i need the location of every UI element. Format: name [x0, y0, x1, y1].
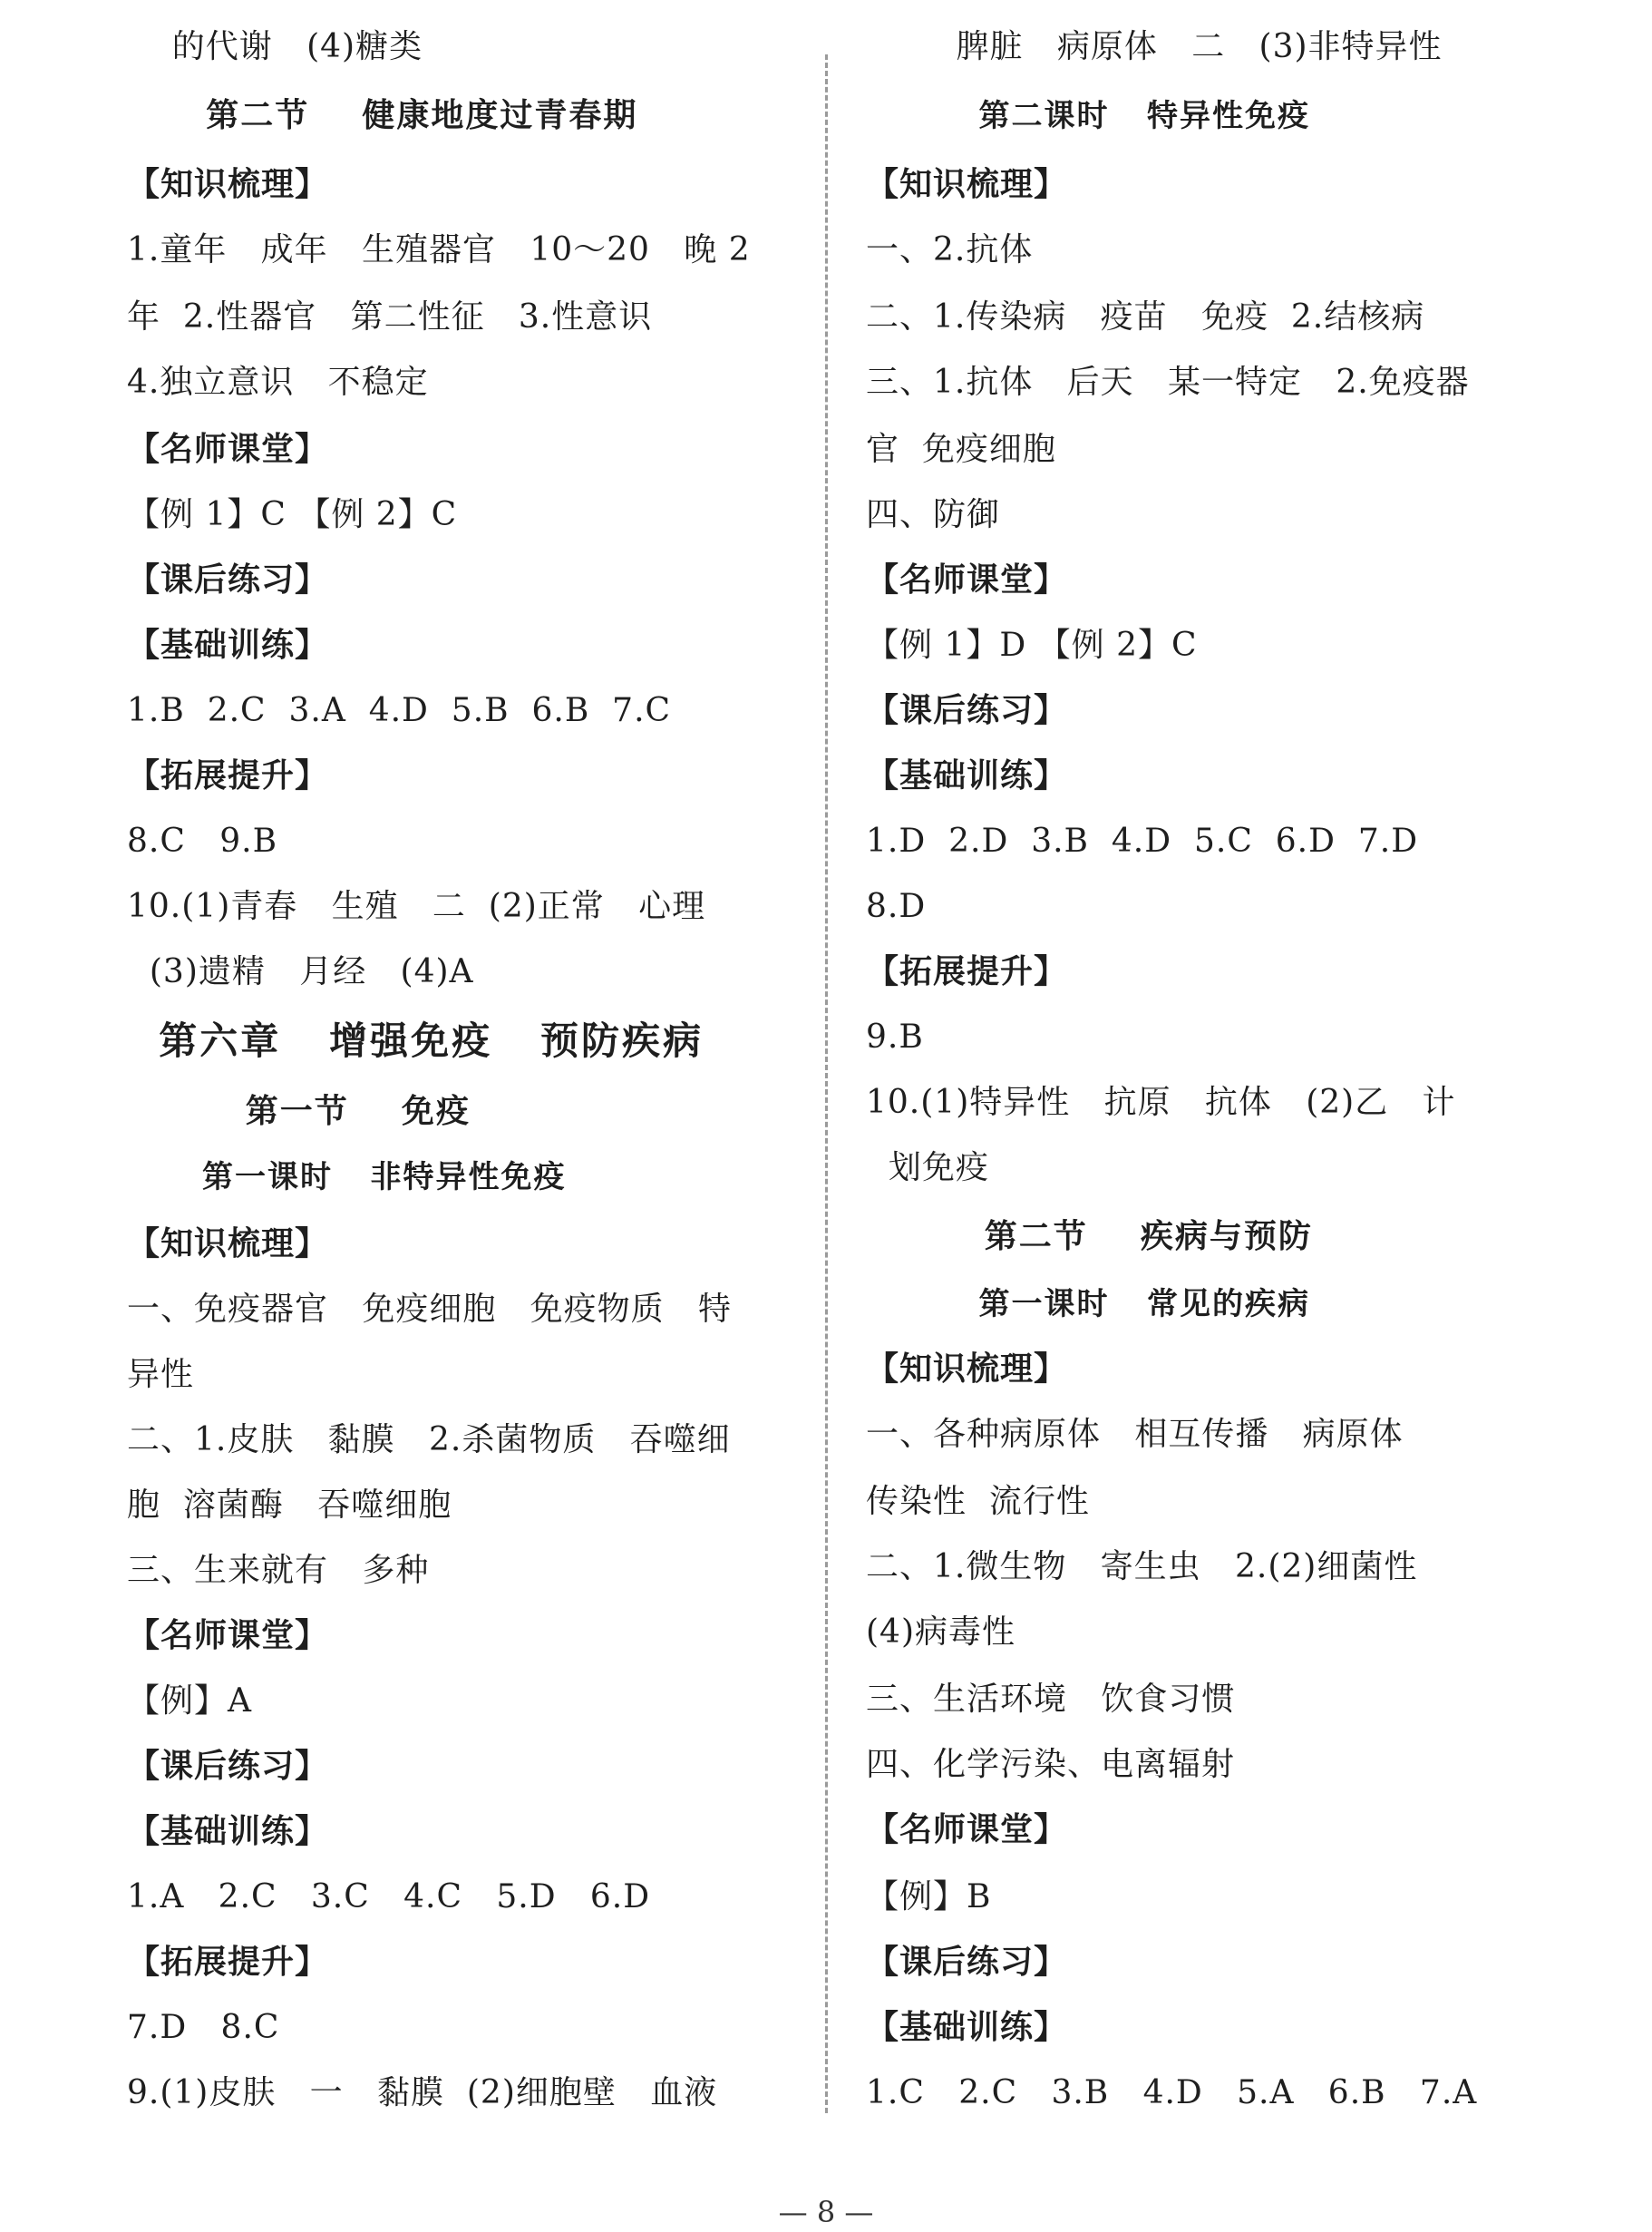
right-line-6: 官 免疫细胞 [866, 431, 1056, 468]
left-line-17: 第一课时 非特异性免疫 [127, 1159, 567, 1195]
left-line-22: 胞 溶菌酶 吞噬细胞 [127, 1486, 452, 1524]
right-line-13: 8.D [866, 888, 927, 925]
right-line-5: 三、1.抗体 后天 某一特定 2.免疫器 [866, 364, 1470, 401]
left-line-10: 1.B 2.C 3.A 4.D 5.B 6.B 7.C [127, 692, 672, 729]
right-line-2: 【知识梳理】 [866, 166, 1068, 203]
left-line-19: 一、免疫器官 免疫细胞 免疫物质 特 [127, 1291, 732, 1328]
right-line-15: 9.B [866, 1019, 924, 1056]
right-line-9: 【例 1】D 【例 2】C [866, 627, 1198, 664]
right-line-12: 1.D 2.D 3.B 4.D 5.C 6.D 7.D [866, 823, 1419, 860]
left-line-1: 第二节 健康地度过青春期 [127, 97, 638, 134]
right-line-30: 【基础训练】 [866, 2009, 1068, 2046]
right-line-10: 【课后练习】 [866, 692, 1068, 729]
left-line-0: 的代谢 (4)糖类 [127, 28, 423, 65]
left-line-21: 二、1.皮肤 黏膜 2.杀菌物质 吞噬细 [127, 1421, 731, 1458]
left-line-8: 【课后练习】 [127, 561, 329, 599]
right-line-11: 【基础训练】 [866, 757, 1068, 794]
left-line-16: 第一节 免疫 [127, 1093, 471, 1130]
right-line-26: 四、化学污染、电离辐射 [866, 1746, 1236, 1783]
right-line-22: 传染性 流行性 [866, 1483, 1090, 1520]
right-line-14: 【拓展提升】 [866, 953, 1068, 990]
left-line-3: 1.童年 成年 生殖器官 10～20 晚 2 [127, 231, 751, 268]
left-line-24: 【名师课堂】 [127, 1617, 329, 1654]
left-line-4: 年 2.性器官 第二性征 3.性意识 [127, 298, 653, 336]
right-line-1: 第二课时 特异性免疫 [866, 98, 1311, 134]
left-line-31: 9.(1)皮肤 一 黏膜 (2)细胞壁 血液 [127, 2074, 718, 2111]
right-line-20: 【知识梳理】 [866, 1350, 1068, 1388]
page-number: — 8 — [778, 2195, 874, 2229]
right-line-18: 第二节 疾病与预防 [866, 1218, 1313, 1255]
right-line-29: 【课后练习】 [866, 1944, 1068, 1981]
left-line-15: 第六章 增强免疫 预防疾病 [127, 1019, 704, 1063]
left-line-28: 1.A 2.C 3.C 4.C 5.D 6.D [127, 1878, 651, 1915]
right-line-3: 一、2.抗体 [866, 231, 1034, 268]
left-line-29: 【拓展提升】 [127, 1944, 329, 1981]
right-line-8: 【名师课堂】 [866, 561, 1068, 599]
left-line-20: 异性 [127, 1356, 195, 1393]
left-line-13: 10.(1)青春 生殖 二 (2)正常 心理 [127, 888, 706, 925]
left-line-7: 【例 1】C 【例 2】C [127, 496, 458, 533]
column-divider [825, 54, 828, 2113]
right-line-31: 1.C 2.C 3.B 4.D 5.A 6.B 7.A [866, 2074, 1478, 2111]
right-line-27: 【名师课堂】 [866, 1811, 1068, 1848]
left-line-26: 【课后练习】 [127, 1748, 329, 1785]
left-line-27: 【基础训练】 [127, 1813, 329, 1850]
left-line-23: 三、生来就有 多种 [127, 1552, 430, 1589]
right-line-24: (4)病毒性 [866, 1613, 1015, 1651]
left-line-9: 【基础训练】 [127, 627, 329, 664]
right-line-0: 脾脏 病原体 二 (3)非特异性 [866, 28, 1443, 65]
left-line-30: 7.D 8.C [127, 2009, 280, 2046]
left-line-6: 【名师课堂】 [127, 431, 329, 468]
left-line-12: 8.C 9.B [127, 823, 278, 860]
left-line-18: 【知识梳理】 [127, 1225, 329, 1262]
left-line-25: 【例】A [127, 1682, 252, 1720]
right-line-21: 一、各种病原体 相互传播 病原体 [866, 1416, 1404, 1453]
right-line-28: 【例】B [866, 1878, 992, 1915]
right-line-25: 三、生活环境 饮食习惯 [866, 1681, 1236, 1718]
right-line-7: 四、防御 [866, 496, 1001, 533]
left-line-14: (3)遗精 月经 (4)A [127, 953, 474, 990]
left-line-5: 4.独立意识 不稳定 [127, 364, 429, 401]
right-line-19: 第一课时 常见的疾病 [866, 1286, 1311, 1322]
left-line-2: 【知识梳理】 [127, 166, 329, 203]
right-line-4: 二、1.传染病 疫苗 免疫 2.结核病 [866, 298, 1425, 336]
right-line-16: 10.(1)特异性 抗原 抗体 (2)乙 计 [866, 1084, 1456, 1121]
left-line-11: 【拓展提升】 [127, 757, 329, 794]
right-line-23: 二、1.微生物 寄生虫 2.(2)细菌性 [866, 1548, 1418, 1585]
right-line-17: 划免疫 [866, 1149, 989, 1186]
